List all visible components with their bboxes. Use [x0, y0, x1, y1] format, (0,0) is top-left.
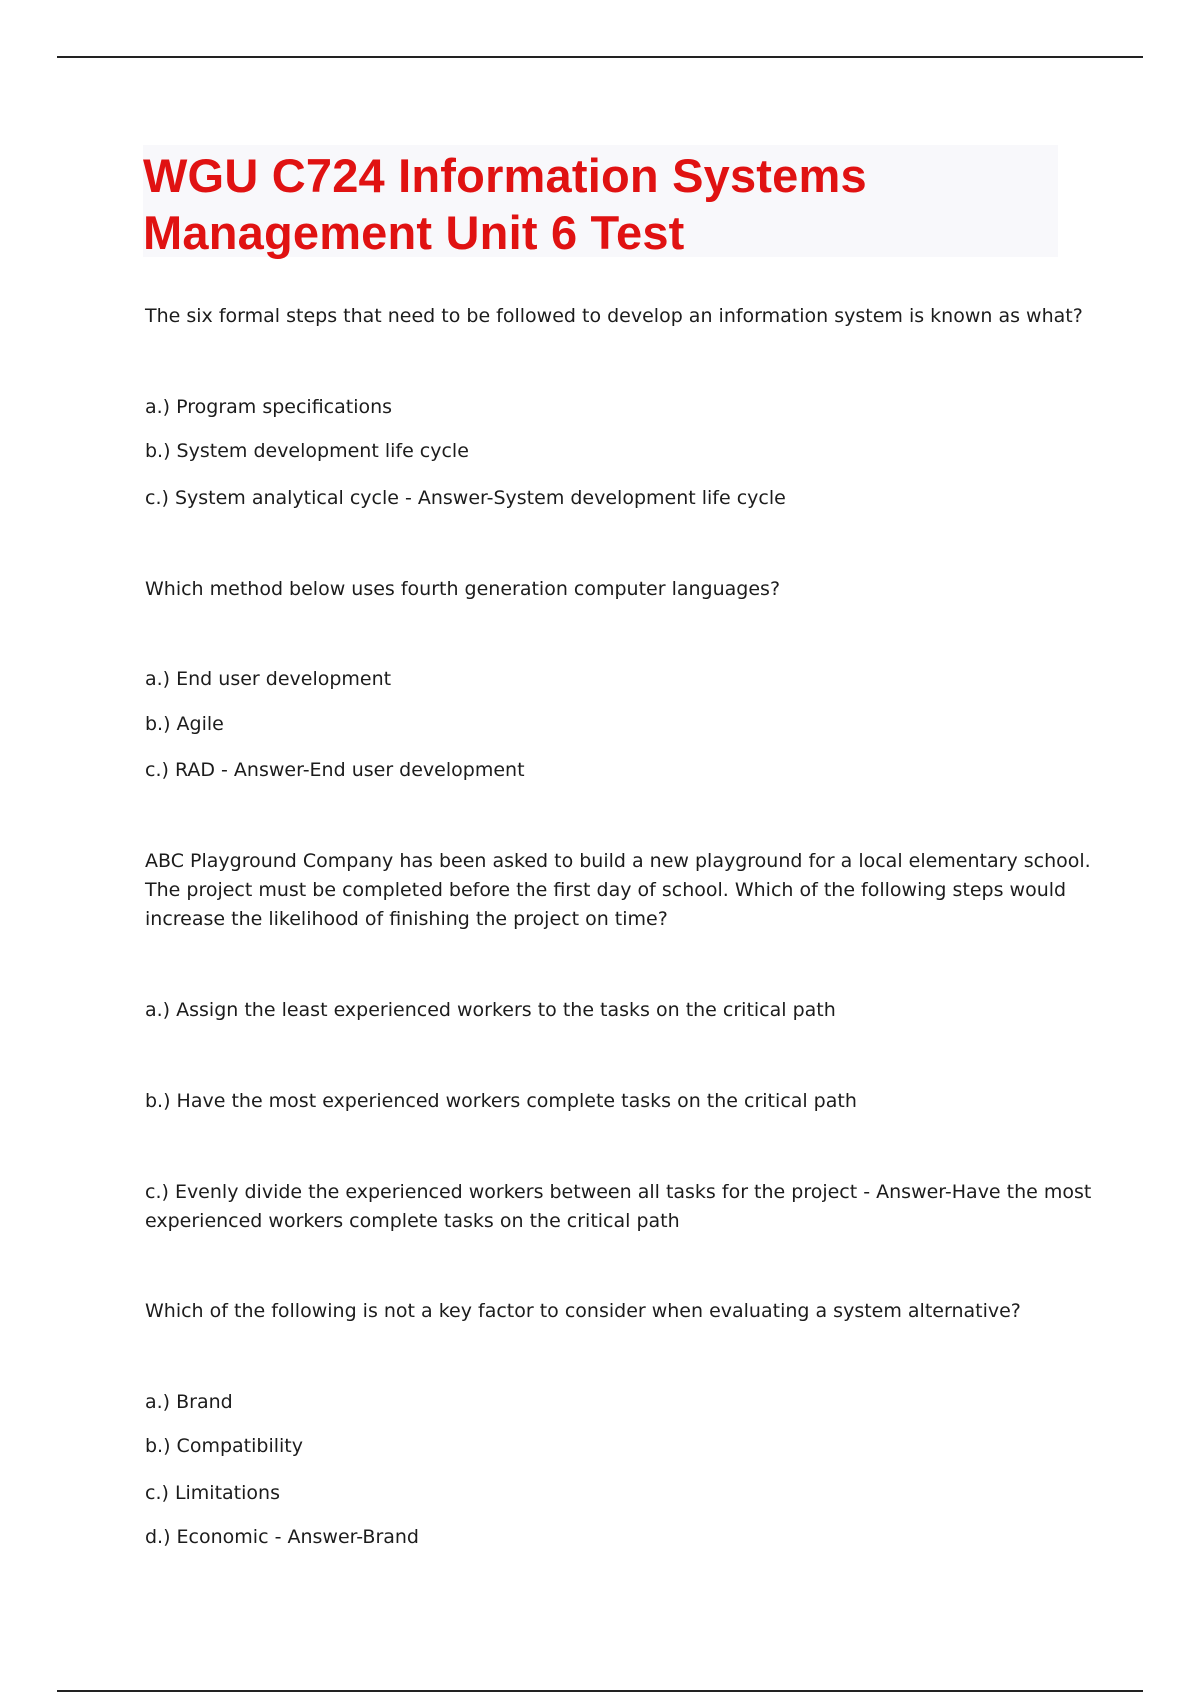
- question-text-2: Which method below uses fourth generation computer languages?: [145, 578, 781, 600]
- title-banner: [143, 145, 1058, 257]
- option-1a: a.) Program specifications: [145, 396, 393, 418]
- title-line-2: Management Unit 6 Test: [143, 206, 685, 259]
- option-4d: d.) Economic - Answer-Brand: [145, 1526, 419, 1548]
- option-4c: c.) Limitations: [145, 1482, 280, 1504]
- bottom-rule: [57, 1690, 1143, 1692]
- option-4b: b.) Compatibility: [145, 1435, 303, 1457]
- option-4a: a.) Brand: [145, 1391, 233, 1413]
- option-1b: b.) System development life cycle: [145, 440, 469, 462]
- title-line-1: WGU C724 Information Systems: [143, 149, 867, 202]
- document-title: [143, 147, 1058, 261]
- question-text-1: The six formal steps that need to be followed to develop an information system is known as what?: [145, 305, 1083, 327]
- question-text-3-line-1: ABC Playground Company has been asked to build a new playground for a local elementary school.: [145, 850, 1091, 872]
- option-1c: c.) System analytical cycle - Answer-System development life cycle: [145, 487, 786, 509]
- option-2b: b.) Agile: [145, 713, 224, 735]
- top-rule: [57, 56, 1143, 58]
- question-text-3-line-3: increase the likelihood of finishing the project on time?: [145, 908, 668, 930]
- option-3b: b.) Have the most experienced workers complete tasks on the critical path: [145, 1090, 857, 1112]
- option-3c-line-2: experienced workers complete tasks on the critical path: [145, 1210, 680, 1232]
- option-3c-line-1: c.) Evenly divide the experienced workers between all tasks for the project - Answer-Have the most: [145, 1181, 1092, 1203]
- option-2a: a.) End user development: [145, 668, 392, 690]
- question-text-4: Which of the following is not a key factor to consider when evaluating a system alternative?: [145, 1300, 1021, 1322]
- question-text-3-line-2: The project must be completed before the first day of school. Which of the following steps would: [145, 879, 1067, 901]
- option-3a: a.) Assign the least experienced workers to the tasks on the critical path: [145, 999, 836, 1021]
- option-2c: c.) RAD - Answer-End user development: [145, 759, 525, 781]
